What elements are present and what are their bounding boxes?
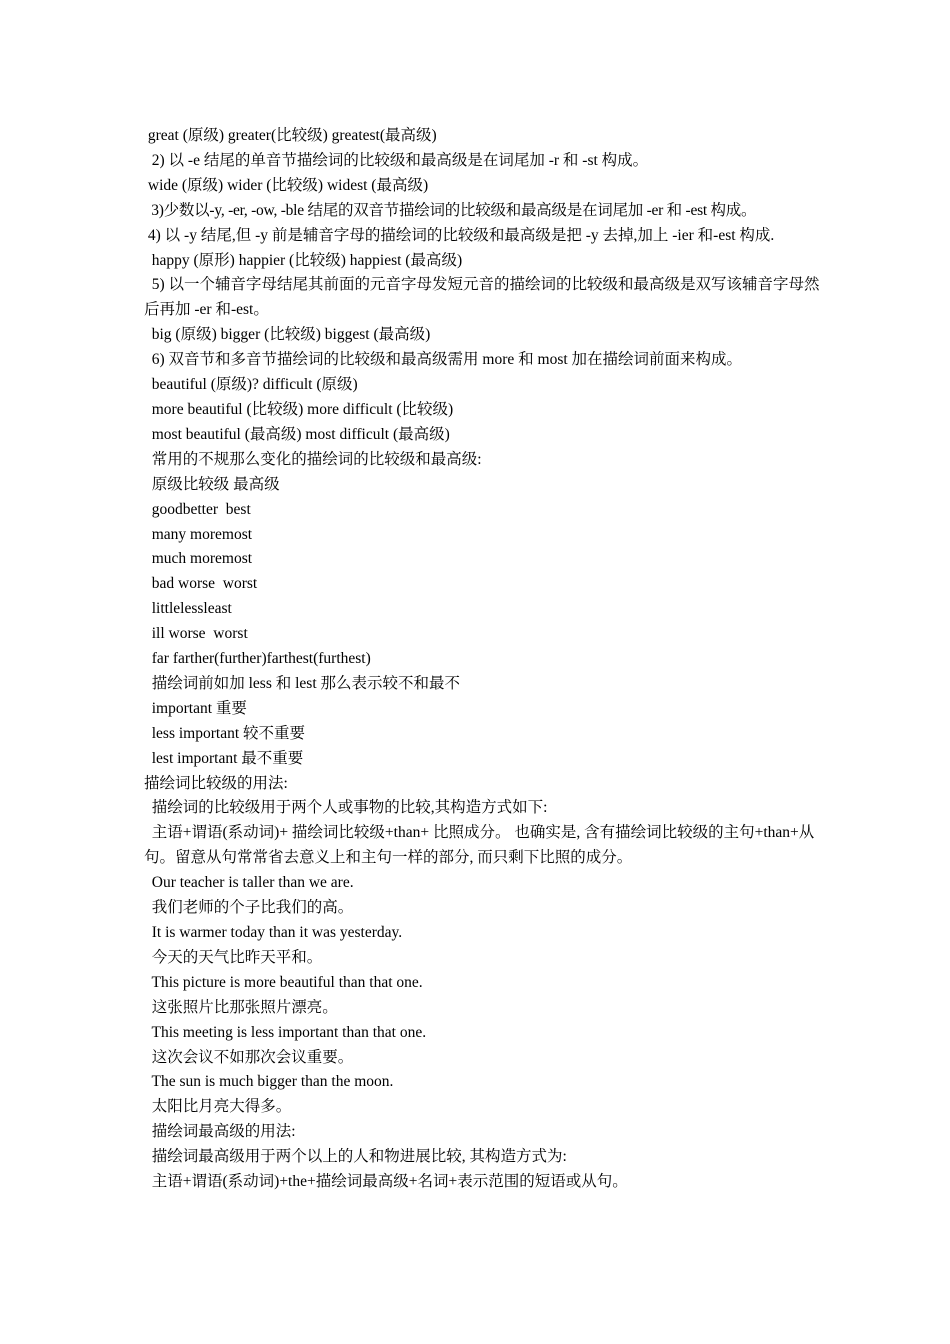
text-line: 描绘词的比较级用于两个人或事物的比较,其构造方式如下: [144, 799, 548, 817]
text-line: beautiful (原级)? difficult (原级) [144, 376, 358, 394]
text-line: much moremost [144, 550, 253, 568]
text-line: The sun is much bigger than the moon. [144, 1073, 394, 1091]
text-line: more beautiful (比较级) more difficult (比较级) [144, 400, 454, 418]
text-line: 4) 以 -y 结尾,但 -y 前是辅音字母的描绘词的比较级和最高级是把 -y 去掉,加上 -ier 和-est 构成. [144, 226, 775, 244]
text-line: most beautiful (最高级) most difficult (最高级) [144, 425, 450, 443]
text-line: 描绘词最高级用于两个以上的人和物进展比较, 其构造方式为: [144, 1148, 567, 1166]
section-heading: 描绘词最高级的用法: [144, 1123, 296, 1141]
text-line: bad worse worst [144, 575, 258, 593]
text-line: lest important 最不重要 [144, 749, 304, 767]
text-line: 这张照片比那张照片漂亮。 [144, 998, 338, 1016]
section-heading: 描绘词比较级的用法: [144, 774, 288, 792]
text-line: many moremost [144, 525, 253, 543]
text-line: 今天的天气比昨天平和。 [144, 948, 323, 966]
text-line: less important 较不重要 [144, 724, 306, 742]
text-line: far farther(further)farthest(furthest) [144, 650, 371, 668]
text-line: big (原级) bigger (比较级) biggest (最高级) [144, 326, 431, 344]
text-line: happy (原形) happier (比较级) happiest (最高级) [144, 251, 463, 269]
text-line: 3)少数以-y, -er, -ow, -ble 结尾的双音节描绘词的比较级和最高级是在词尾加 -er 和 -est 构成。 [144, 201, 757, 219]
text-line: great (原级) greater(比较级) greatest(最高级) [144, 127, 437, 144]
text-line: 描绘词前如加 less 和 lest 那么表示较不和最不 [144, 674, 461, 692]
text-line: goodbetter best [144, 500, 251, 518]
text-line: This meeting is less important than that one. [144, 1023, 427, 1041]
text-line: littlelessleast [144, 600, 232, 618]
text-line: 2) 以 -e 结尾的单音节描绘词的比较级和最高级是在词尾加 -r 和 -st 构成。 [144, 151, 649, 169]
text-line: wide (原级) wider (比较级) widest (最高级) [144, 176, 429, 194]
text-line: ill worse worst [144, 625, 248, 643]
text-line: This picture is more beautiful than that one. [144, 973, 423, 991]
text-line: 太阳比月亮大得多。 [144, 1098, 292, 1116]
text-line: Our teacher is taller than we are. [144, 874, 354, 892]
text-line: 这次会议不如那次会议重要。 [144, 1048, 354, 1066]
text-line: important 重要 [144, 699, 247, 717]
text-line: 主语+谓语(系动词)+ 描绘词比较级+than+ 比照成分。 也确实是, 含有描绘词比较级的主句+than+从句。留意从句常常省去意义上和主句一样的部分, 而只剩下比照的成分。 [144, 824, 815, 867]
text-line: 我们老师的个子比我们的高。 [144, 899, 354, 917]
text-line: 原级比较级 最高级 [144, 475, 280, 493]
document-body [144, 124, 820, 1195]
text-line: It is warmer today than it was yesterday. [144, 924, 403, 941]
text-line: 6) 双音节和多音节描绘词的比较级和最高级需用 more 和 most 加在描绘词前面来构成。 [144, 351, 743, 369]
text-line: 主语+谓语(系动词)+the+描绘词最高级+名词+表示范围的短语或从句。 [144, 1173, 628, 1191]
text-line: 常用的不规那么变化的描绘词的比较级和最高级: [144, 450, 482, 468]
text-line: 5) 以一个辅音字母结尾其前面的元音字母发短元音的描绘词的比较级和最高级是双写该辅音字母然后再加 -er 和-est。 [144, 276, 820, 319]
